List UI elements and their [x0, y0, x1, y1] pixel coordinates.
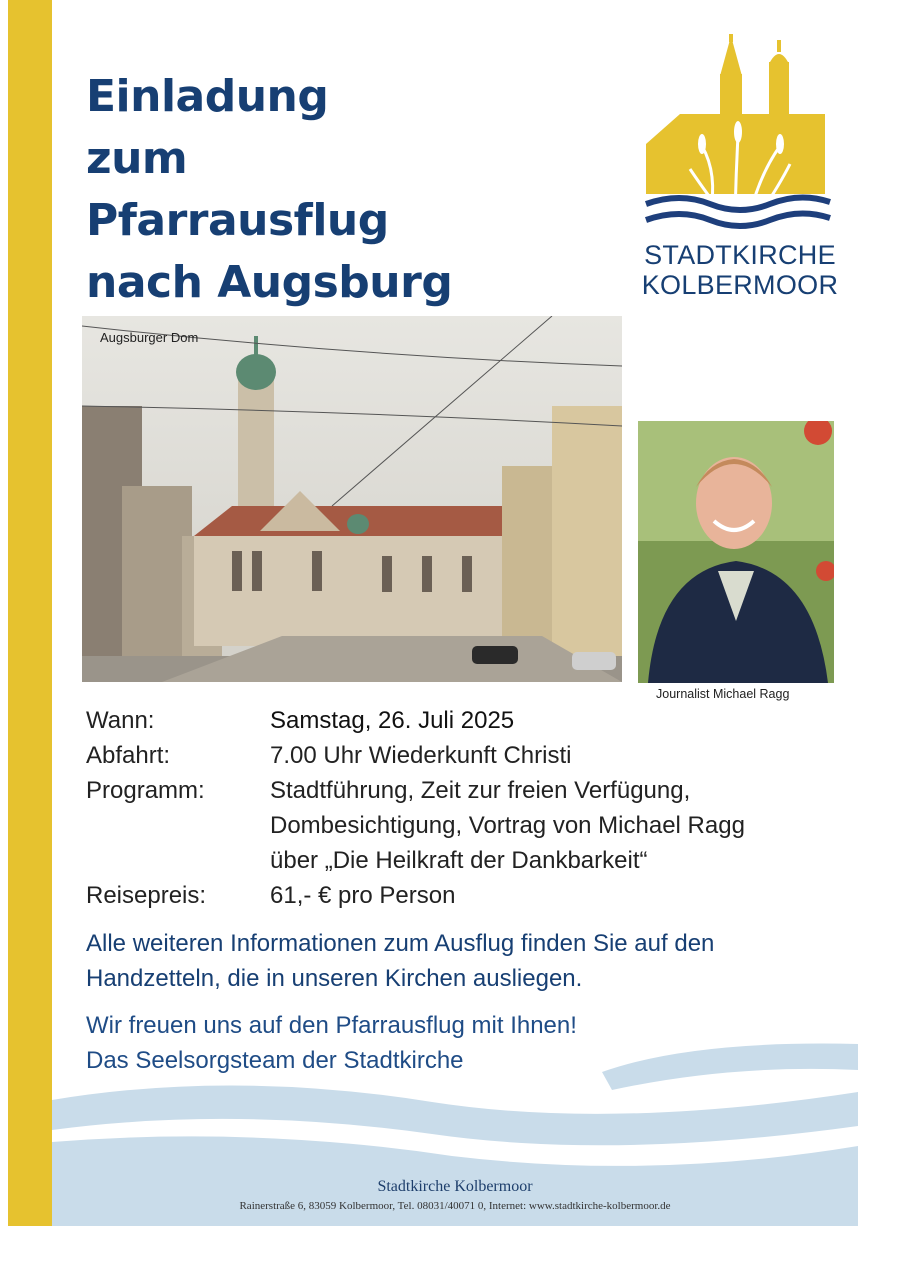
michael-ragg-photo [638, 421, 834, 683]
paper-edge [858, 0, 900, 1273]
title-line-3: Pfarrausflug [86, 195, 389, 246]
preis-label: Reisepreis: [86, 882, 207, 909]
wann-value: Samstag, 26. Juli 2025 [270, 707, 515, 734]
greeting-line-2: Das Seelsorgsteam der Stadtkirche [86, 1047, 464, 1074]
greeting-line-1: Wir freuen uns auf den Pfarrausflug mit Ihnen! [86, 1012, 577, 1039]
abfahrt-label: Abfahrt: [86, 742, 171, 769]
programm-line-2: Dombesichtigung, Vortrag von Michael Ragg [270, 812, 745, 839]
logo-text-line-1: STADTKIRCHE [644, 240, 836, 270]
logo-text [640, 240, 840, 300]
programm-line-3: über „Die Heilkraft der Dankbarkeit“ [270, 847, 648, 874]
gold-side-bar [8, 0, 52, 1226]
title-line-4: nach Augsburg [86, 257, 453, 308]
footer-name: Stadtkirche Kolbermoor [377, 1178, 533, 1195]
title-line-1: Einladung [86, 71, 329, 122]
photo-ragg-caption: Journalist Michael Ragg [656, 687, 790, 701]
portrait-icon [638, 421, 834, 683]
title-line-2: zum [86, 133, 188, 184]
preis-value: 61,- € pro Person [270, 882, 456, 909]
programm-line-1: Stadtführung, Zeit zur freien Verfügung, [270, 777, 691, 804]
page-title [86, 66, 452, 314]
cathedral-scene-icon [82, 316, 622, 682]
footer-address: Rainerstraße 6, 83059 Kolbermoor, Tel. 08031/40071 0, Internet: www.stadtkirche-kolbermoor.de [239, 1200, 671, 1212]
wann-label: Wann: [86, 707, 155, 734]
programm-label: Programm: [86, 777, 205, 804]
bottom-margin [0, 1226, 900, 1273]
augsburger-dom-photo [82, 316, 622, 682]
wave-decoration-icon [52, 1030, 858, 1226]
logo-text-line-2: KOLBERMOOR [641, 270, 839, 300]
photo-dom-label: Augsburger Dom [100, 330, 199, 345]
abfahrt-value: 7.00 Uhr Wiederkunft Christi [270, 742, 572, 769]
info-note: Alle weiteren Informationen zum Ausflug finden Sie auf den Handzetteln, die in unseren Kirchen ausliegen. [86, 930, 715, 992]
